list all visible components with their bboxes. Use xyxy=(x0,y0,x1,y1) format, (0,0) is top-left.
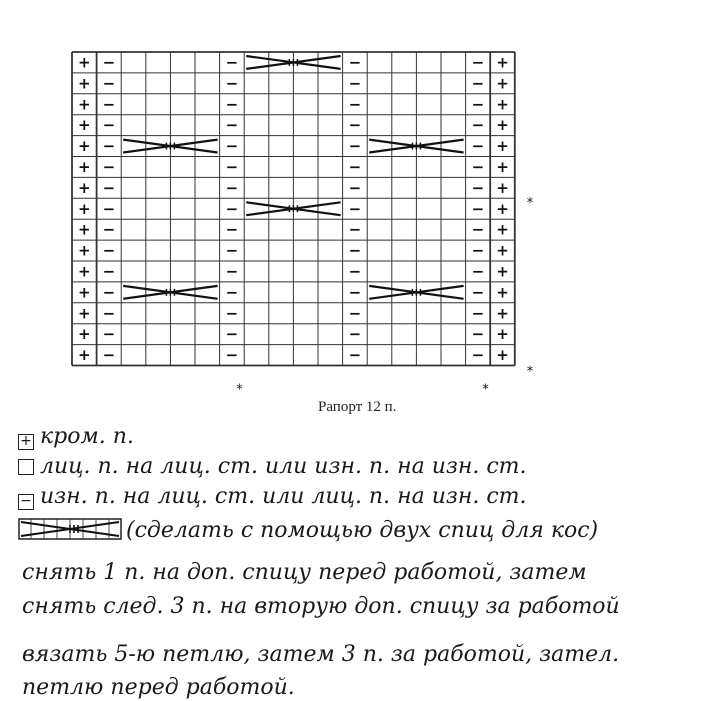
purl-stitch-mark: − xyxy=(471,157,485,176)
repeat-marker-right-lower: * xyxy=(526,364,534,380)
purl-stitch-mark: − xyxy=(471,283,485,302)
cable-symbol-icon xyxy=(18,518,122,540)
purl-stitch-mark: − xyxy=(102,262,116,281)
edge-stitch-mark: + xyxy=(78,304,91,323)
edge-stitch-mark: + xyxy=(496,137,509,156)
edge-stitch-mark: + xyxy=(78,74,91,93)
legend-edge-row xyxy=(18,424,134,450)
purl-stitch-mark: − xyxy=(225,53,239,72)
purl-stitch-mark: − xyxy=(102,53,116,72)
edge-stitch-mark: + xyxy=(78,262,91,281)
purl-stitch-mark: − xyxy=(471,95,485,114)
purl-stitch-mark: − xyxy=(102,304,116,323)
instruction-line-2: снять след. 3 п. на вторую доп. спицу за работой xyxy=(22,594,620,619)
purl-stitch-mark: − xyxy=(348,137,362,156)
purl-stitch-mark: − xyxy=(348,304,362,323)
edge-stitch-mark: + xyxy=(496,199,509,218)
purl-stitch-mark: − xyxy=(471,199,485,218)
purl-stitch-mark: − xyxy=(102,157,116,176)
purl-stitch-mark: − xyxy=(471,241,485,260)
edge-stitch-mark: + xyxy=(78,157,91,176)
edge-stitch-mark: + xyxy=(78,53,91,72)
purl-stitch-mark: − xyxy=(471,178,485,197)
edge-stitch-mark: + xyxy=(496,346,509,365)
legend-purl-row xyxy=(18,484,527,510)
instruction-line-4: петлю перед работой. xyxy=(22,675,295,700)
purl-stitch-mark: − xyxy=(348,157,362,176)
instruction-line-3: вязать 5-ю петлю, затем 3 п. за работой, зател. xyxy=(22,642,620,667)
purl-stitch-mark: − xyxy=(225,283,239,302)
edge-stitch-mark: + xyxy=(496,241,509,260)
purl-stitch-mark: − xyxy=(102,241,116,260)
purl-stitch-mark: − xyxy=(348,74,362,93)
purl-stitch-mark: − xyxy=(225,137,239,156)
purl-stitch-mark: − xyxy=(471,346,485,365)
purl-stitch-mark: − xyxy=(471,262,485,281)
repeat-marker-bottom-right: * xyxy=(482,382,489,398)
instruction-line-1: снять 1 п. на доп. спицу перед работой, затем xyxy=(22,560,587,585)
repeat-marker-bottom-left: * xyxy=(236,382,243,398)
purl-stitch-mark: − xyxy=(225,262,239,281)
purl-stitch-mark: − xyxy=(102,199,116,218)
purl-stitch-mark: − xyxy=(471,304,485,323)
purl-stitch-mark: − xyxy=(102,74,116,93)
legend-cable-label: (сделать с помощью двух спиц для кос) xyxy=(126,518,599,543)
purl-stitch-mark: − xyxy=(348,262,362,281)
purl-stitch-symbol-icon: − xyxy=(18,494,34,510)
edge-stitch-mark: + xyxy=(496,304,509,323)
edge-stitch-mark: + xyxy=(496,325,509,344)
purl-stitch-mark: − xyxy=(102,178,116,197)
purl-stitch-mark: − xyxy=(102,137,116,156)
purl-stitch-mark: − xyxy=(225,116,239,135)
purl-stitch-mark: − xyxy=(102,346,116,365)
knit-stitch-symbol-icon xyxy=(18,459,34,475)
purl-stitch-mark: − xyxy=(471,137,485,156)
purl-stitch-mark: − xyxy=(348,199,362,218)
purl-stitch-mark: − xyxy=(348,325,362,344)
purl-stitch-mark: − xyxy=(225,178,239,197)
purl-stitch-mark: − xyxy=(225,241,239,260)
purl-stitch-mark: − xyxy=(348,95,362,114)
purl-stitch-mark: − xyxy=(348,116,362,135)
purl-stitch-mark: − xyxy=(225,220,239,239)
purl-stitch-mark: − xyxy=(225,74,239,93)
edge-stitch-mark: + xyxy=(496,178,509,197)
edge-stitch-mark: + xyxy=(496,53,509,72)
edge-stitch-mark: + xyxy=(78,283,91,302)
purl-stitch-mark: − xyxy=(348,53,362,72)
edge-stitch-mark: + xyxy=(78,220,91,239)
edge-stitch-mark: + xyxy=(78,199,91,218)
purl-stitch-mark: − xyxy=(225,346,239,365)
edge-stitch-mark: + xyxy=(78,137,91,156)
legend-cable-row xyxy=(18,518,598,543)
purl-stitch-mark: − xyxy=(348,346,362,365)
purl-stitch-mark: − xyxy=(102,95,116,114)
purl-stitch-mark: − xyxy=(102,325,116,344)
purl-stitch-mark: − xyxy=(471,220,485,239)
purl-stitch-mark: − xyxy=(348,283,362,302)
legend-knit-label: лиц. п. на лиц. ст. или изн. п. на изн. ст. xyxy=(40,454,527,479)
purl-stitch-mark: − xyxy=(348,220,362,239)
edge-stitch-symbol-icon: + xyxy=(18,434,34,450)
edge-stitch-mark: + xyxy=(78,241,91,260)
edge-stitch-mark: + xyxy=(496,283,509,302)
edge-stitch-mark: + xyxy=(78,325,91,344)
legend-knit-row xyxy=(18,454,527,479)
edge-stitch-mark: + xyxy=(496,95,509,114)
edge-stitch-mark: + xyxy=(78,346,91,365)
legend-purl-label: изн. п. на лиц. ст. или лиц. п. на изн. ст. xyxy=(40,484,527,509)
purl-stitch-mark: − xyxy=(471,325,485,344)
edge-stitch-mark: + xyxy=(496,74,509,93)
edge-stitch-mark: + xyxy=(496,157,509,176)
edge-stitch-mark: + xyxy=(78,116,91,135)
purl-stitch-mark: − xyxy=(471,116,485,135)
purl-stitch-mark: − xyxy=(348,241,362,260)
purl-stitch-mark: − xyxy=(471,53,485,72)
purl-stitch-mark: − xyxy=(471,74,485,93)
repeat-caption: Рапорт 12 п. xyxy=(318,399,397,415)
purl-stitch-mark: − xyxy=(102,116,116,135)
legend-edge-label: кром. п. xyxy=(40,424,134,449)
purl-stitch-mark: − xyxy=(225,95,239,114)
purl-stitch-mark: − xyxy=(348,178,362,197)
purl-stitch-mark: − xyxy=(225,199,239,218)
edge-stitch-mark: + xyxy=(496,262,509,281)
purl-stitch-mark: − xyxy=(225,304,239,323)
edge-stitch-mark: + xyxy=(78,178,91,197)
purl-stitch-mark: − xyxy=(225,157,239,176)
purl-stitch-mark: − xyxy=(102,283,116,302)
repeat-marker-right-upper: * xyxy=(526,196,534,212)
edge-stitch-mark: + xyxy=(496,220,509,239)
purl-stitch-mark: − xyxy=(225,325,239,344)
edge-stitch-mark: + xyxy=(78,95,91,114)
edge-stitch-mark: + xyxy=(496,116,509,135)
purl-stitch-mark: − xyxy=(102,220,116,239)
